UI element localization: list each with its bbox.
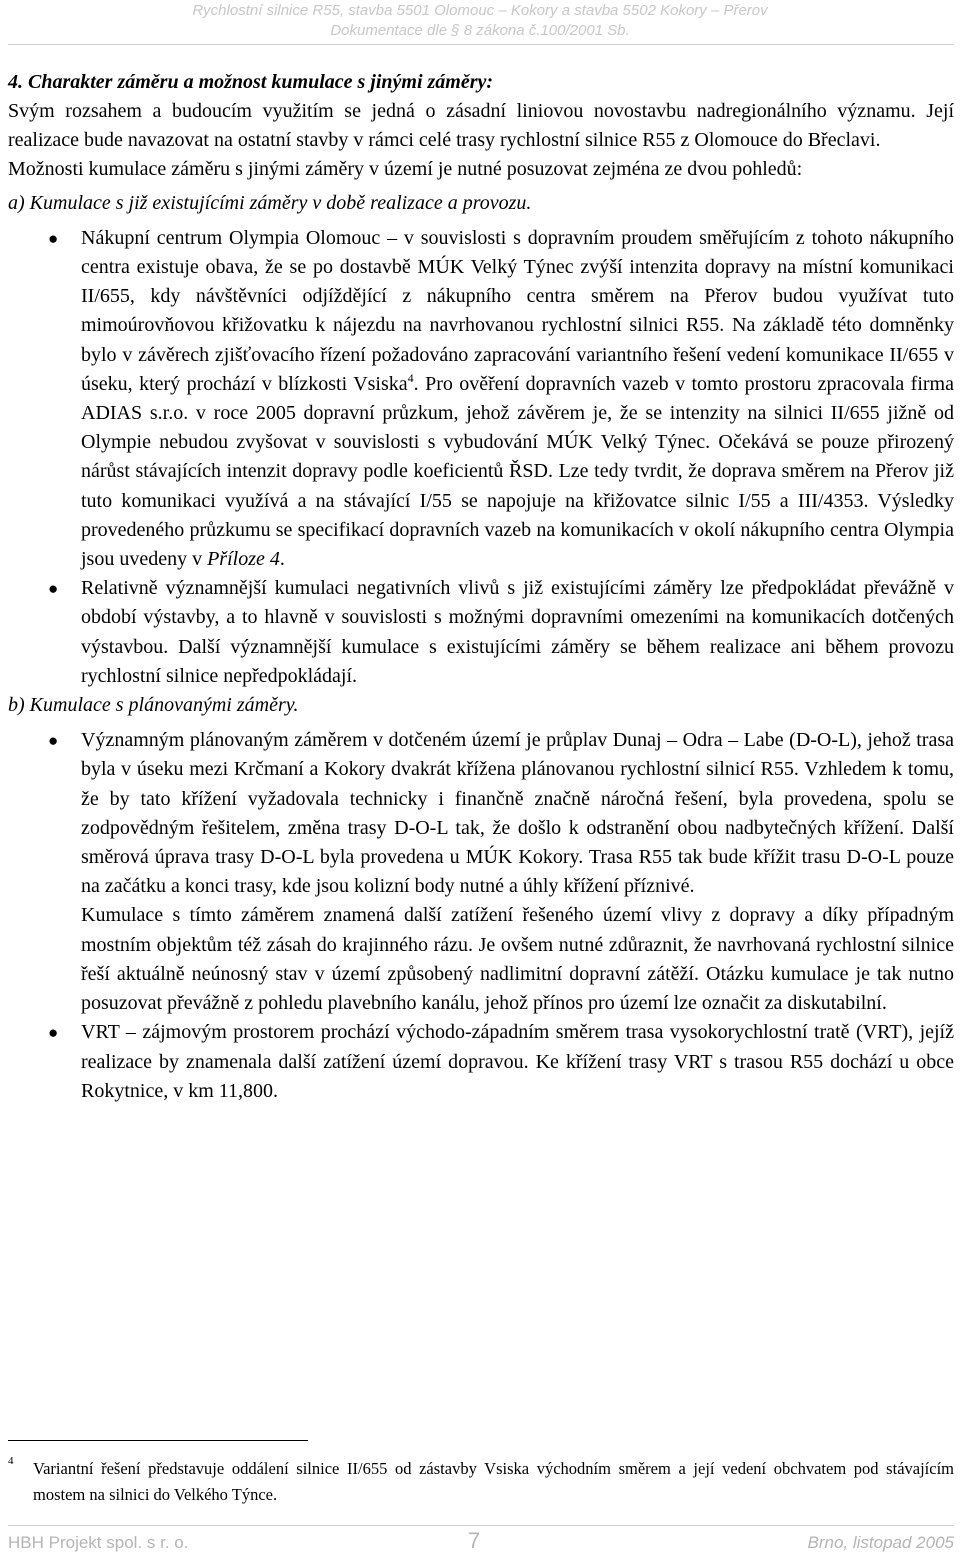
header-divider — [8, 44, 954, 45]
bullet-icon: ● — [48, 228, 59, 248]
list-item-text: Významným plánovaným záměrem v dotčeném území je průplav Dunaj – Odra – Labe (D-O-L), jehož trasa byla v úseku mezi Krčmaní a Kokory dvakrát křížena plánovanou rychlostní silnicí R55. Vzhledem k tomu, že by tato křížení vyžadovala technicky i finančně značně náročná řešení, byla provedena, spolu se zodpovědným řešitelem, změna trasy D-O-L tak, že došlo k odstranění obou nadbytečných křížení. Další směrová úprava trasy D-O-L byla provedena u MÚK Kokory. Trasa R55 tak bude křížit trasu D-O-L pouze na začátku a konci trasy, kde jsou kolizní body nutné a úhly křížení příznivé. — [81, 729, 954, 898]
footnote-divider — [8, 1440, 308, 1441]
list-item — [8, 1018, 954, 1106]
footer-place-date: Brno, listopad 2005 — [807, 1533, 954, 1552]
list-item-text: VRT – zájmovým prostorem prochází východo-západním směrem trasa vysokorychlostní tratě (VRT), jejíž realizace by znamenala další zatížení území dopravou. Ke křížení trasy VRT s trasou R55 dochází u obce Rokytnice, v km 11,800. — [81, 1021, 954, 1102]
list-item — [8, 726, 954, 1018]
list-item-text: Nákupní centrum Olympia Olomouc – v souvislosti s dopravním proudem směřujícím z tohoto nákupního centra existuje obava, že se po dostavbě MÚK Velký Týnec zvýší intenzita dopravy na místní komunikaci II/655, kdy návštěvníci odjíždějící z nákupního centra směrem na Přerov budou využívat tuto mimoúrovňovou křižovatku k nájezdu na navrhovanou rychlostní silnici R55. Na základě této domněnky bylo v závěrech zjišťovacího řízení požadováno zapracování variantního řešení vedení komunikace II/655 v úseku, který prochází v blízkosti Vsiska$^4$. Pro ověření dopravních vazeb v tomto prostoru zpracovala firma ADIAS s.r.o. v roce 2005 dopravní průzkum, jehož závěrem je, že se intenzity na silnici II/655 jižně od Olympie nebudou zvyšovat v souvislosti s vybudování MÚK Velký Týnec. Očekává se pouze přirozený nárůst stávajících intenzit dopravy podle koeficientů ŘSD. Lze tedy tvrdit, že doprava směrem na Přerov již tuto komunikaci využívá a na stávající I/55 se napojuje na křižovatce silnic I/55 a III/4353. Výsledky provedeného průzkumu se specifikací dopravních vazeb na komunikacích v okolí nákupního centra Olympia jsou uvedeny v Příloze 4. — [81, 226, 954, 571]
subsection-a-title: a) Kumulace s již existujícími záměry v době realizace a provozu. — [8, 191, 532, 214]
footer-company: HBH Projekt spol. s r. o. — [8, 1533, 189, 1552]
page-footer — [8, 1528, 954, 1555]
footnote-text: Variantní řešení představuje oddálení silnice II/655 od zástavby Vsiska východním směrem a její vedení obchvatem pod stávajícím mostem na silnici do Velkého Týnce. — [33, 1459, 954, 1504]
bullet-icon: ● — [48, 1023, 59, 1043]
footnote-number: 4 — [8, 1455, 14, 1467]
intro-paragraph: Svým rozsahem a budoucím využitím se jedná o zásadní liniovou novostavbu nadregionálního významu. Její realizace bude navazovat na ostatní stavby v rámci celé trasy rychlostní silnice R55 z Olomouce do Břeclavi. — [8, 100, 954, 152]
list-a — [8, 224, 954, 691]
footer-divider — [8, 1525, 954, 1526]
list-item — [8, 574, 954, 691]
bullet-icon: ● — [48, 579, 59, 599]
section-title: 4. Charakter záměru a možnost kumulace s jinými záměry: — [8, 71, 494, 93]
document-body — [8, 68, 954, 1106]
appendix-reference: Příloze 4 — [207, 548, 280, 571]
list-item-text: Relativně významnější kumulaci negativních vlivů s již existujícími záměry lze předpokládat převážně v období výstavby, a to hlavně v souvislosti s možnými dopravními omezeními na komunikacích dotčených výstavbou. Další významnější kumulace s existujícími záměry se během realizace ani během provozu rychlostní silnice nepředpokládají. — [81, 577, 954, 687]
list-item-text-continued: Kumulace s tímto záměrem znamená další zatížení řešeného území vlivy z dopravy a díky případným mostním objektům též zásah do krajinného rázu. Je ovšem nutné zdůraznit, že navrhovaná rychlostní silnice řeší aktuálně neúnosný stav v území způsobený nadlimitní dopravní zátěží. Otázku kumulace je tak nutno posuzovat převážně z pohledu plavebního kanálu, jehož přínos pro území lze označit za diskutabilní. — [81, 904, 954, 1015]
header-title: Rychlostní silnice R55, stavba 5501 Olomouc – Kokory a stavba 5502 Kokory – Přerov — [192, 2, 768, 19]
page-number: 7 — [468, 1528, 481, 1553]
list-b — [8, 726, 954, 1106]
bullet-icon: ● — [48, 731, 59, 751]
list-item — [8, 224, 954, 574]
possibilities-paragraph: Možnosti kumulace záměru s jinými záměry v území je nutné posuzovat zejména ze dvou pohledů: — [8, 158, 803, 181]
footnote-ref[interactable]: 4 — [407, 370, 414, 385]
footnote — [8, 1456, 954, 1508]
subsection-b-title: b) Kumulace s plánovanými záměry. — [8, 694, 299, 717]
header-subtitle: Dokumentace dle § 8 zákona č.100/2001 Sb. — [330, 22, 630, 39]
